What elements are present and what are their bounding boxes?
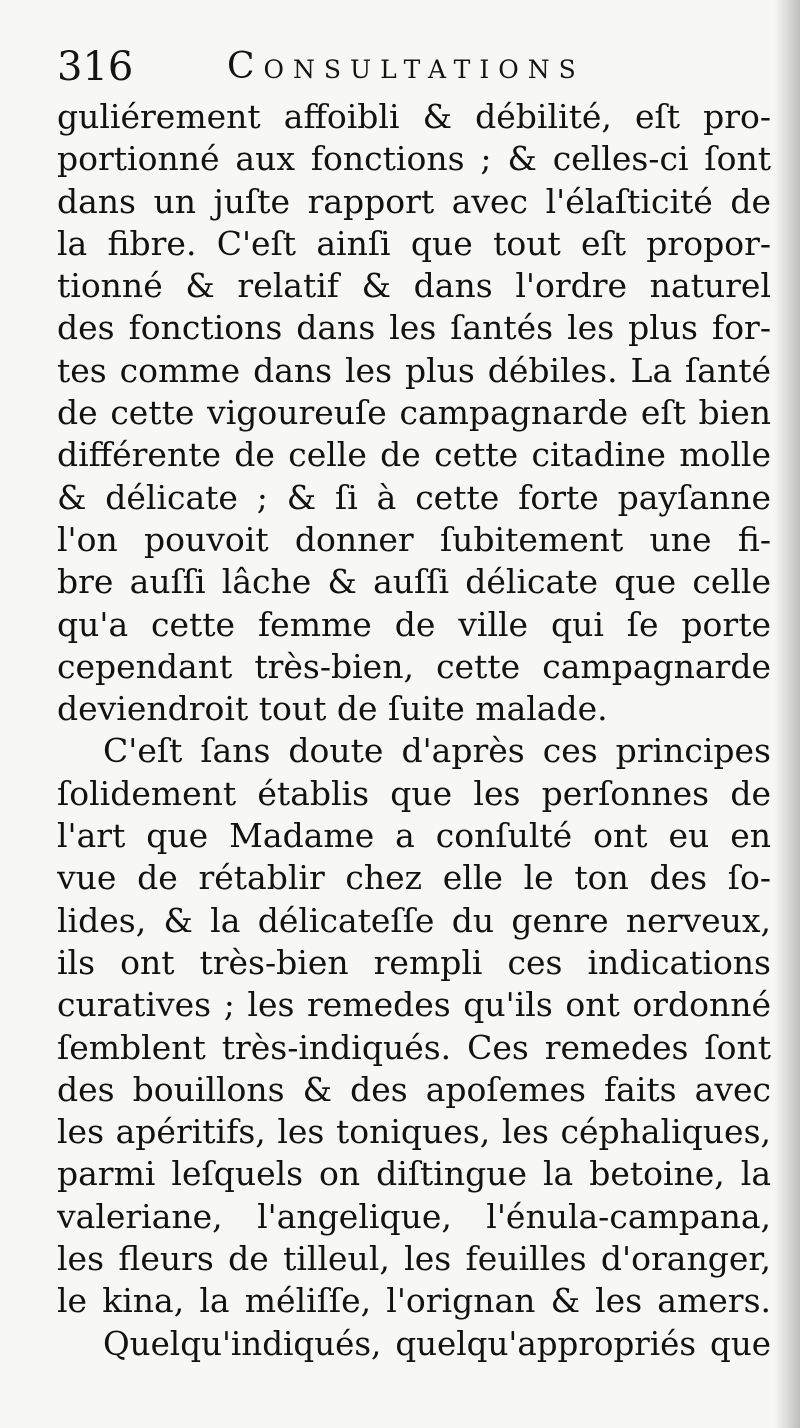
text-line: parmi leſquels on diſtingue la betoine, la [57,1154,771,1194]
text-line: différente de celle de cette citadine molle [57,435,771,475]
text-line: valeriane, l'angelique, l'énula-campana, [57,1196,771,1236]
text-line: deviendroit tout de ſuite malade. [57,689,608,729]
text-line: des bouillons & des apoſemes faits avec [57,1069,771,1109]
text-line: tes comme dans les plus débiles. La ſanté [57,350,771,390]
text-line: lides, & la délicateſſe du genre nerveux, [57,900,771,940]
text-line: ſemblent très-indiqués. Ces remedes ſont [57,1027,771,1067]
page-number: 316 [57,44,134,90]
text-line: bre auſſi lâche & auſſi délicate que celle [57,562,771,602]
text-line: les apéritifs, les toniques, les céphaliques, [57,1112,771,1152]
body-text [57,96,771,1365]
text-line: Quelqu'indiqués, quelqu'appropriés que [103,1324,771,1363]
text-line: ſolidement établis que les perſonnes de [57,773,771,813]
text-line: l'on pouvoit donner ſubitement une fi- [57,519,771,559]
text-line: les fleurs de tilleul, les feuilles d'oranger, [57,1239,771,1279]
text-line: portionné aux fonctions ; & celles-ci ſont [57,139,771,179]
text-line: des fonctions dans les ſantés les plus for- [57,308,771,348]
text-line: de cette vigoureuſe campagnarde eſt bien [57,393,771,433]
text-line: & délicate ; & ſi à cette forte payſanne [57,477,771,517]
text-line: tionné & relatif & dans l'ordre naturel [57,266,771,306]
text-line: qu'a cette femme de ville qui ſe porte [57,604,771,644]
text-line: l'art que Madame a conſulté ont eu en [57,816,771,856]
page-gutter-shadow [774,0,800,1428]
running-head [57,42,757,92]
text-line: dans un juſte rapport avec l'élaſticité de [57,181,771,221]
text-line: curatives ; les remedes qu'ils ont ordonné [57,985,771,1025]
text-line: cependant très-bien, cette campagnarde [57,646,771,686]
text-line: le kina, la méliſſe, l'orignan & les amers. [57,1281,771,1321]
running-title: Consultations [227,46,585,87]
text-line: vue de rétablir chez elle le ton des ſo- [57,858,771,898]
text-line: C'eſt ſans doute d'après ces principes [103,731,771,771]
text-line: la fibre. C'eſt ainſi que tout eſt propor- [57,223,771,263]
text-line: guliérement affoibli & débilité, eſt pro- [57,97,771,136]
text-line: ils ont très-bien rempli ces indications [57,942,771,982]
